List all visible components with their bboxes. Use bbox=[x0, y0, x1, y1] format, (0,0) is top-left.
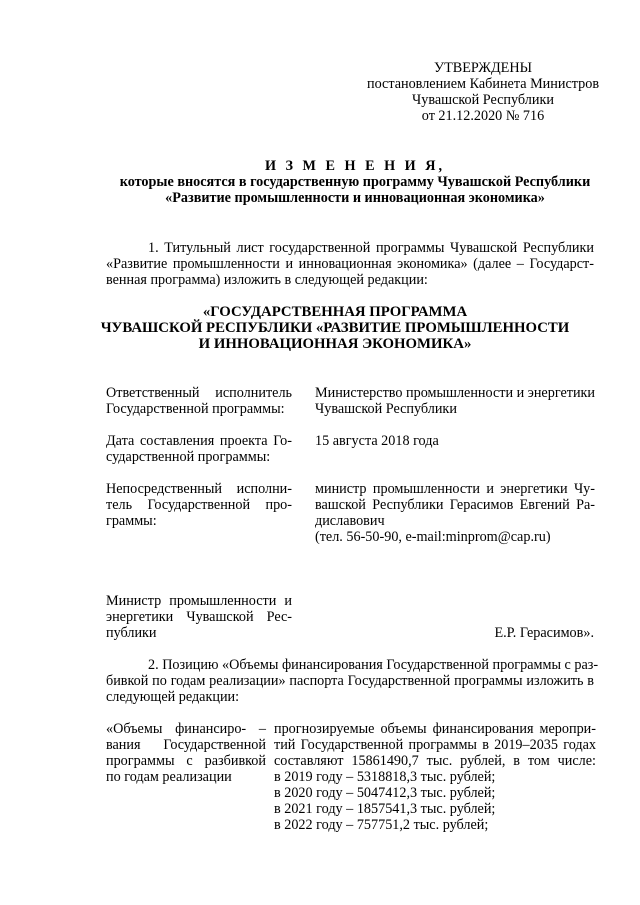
value-line: 15 августа 2018 года bbox=[315, 433, 439, 449]
responsible-executor-label bbox=[106, 385, 292, 417]
approval-decree-line: постановлением Кабинета Министров bbox=[366, 76, 600, 92]
item-2-paragraph bbox=[106, 657, 599, 705]
compilation-date-label bbox=[106, 433, 292, 465]
label-line: граммы: bbox=[106, 513, 157, 529]
signature-name bbox=[420, 625, 594, 641]
label-line: Дата составления проекта Го- bbox=[106, 433, 292, 449]
signature-line: энергетики Чувашской Рес- bbox=[106, 609, 292, 625]
responsible-executor-value bbox=[315, 385, 595, 417]
label-line: вания Государственной bbox=[106, 737, 266, 753]
approval-republic-line: Чувашской Республики bbox=[412, 92, 554, 108]
value-line: министр промышленности и энергетики Чу- bbox=[315, 481, 595, 497]
item-1-line-2: «Развитие промышленности и инновационная экономика» (далее – Государст- bbox=[106, 256, 594, 272]
document-subtitle-line-2: «Развитие промышленности и инновационная экономика» bbox=[165, 190, 545, 206]
label-line: по годам реализации bbox=[106, 769, 232, 785]
program-title-block bbox=[100, 304, 570, 352]
document-title: И З М Е Н Е Н И Я, bbox=[264, 158, 446, 174]
funding-year-2020: в 2020 году – 5047412,3 тыс. рублей; bbox=[274, 785, 496, 801]
value-line: Министерство промышленности и энергетики bbox=[315, 385, 596, 401]
value-line: вашской Республики Герасимов Евгений Ра- bbox=[315, 497, 595, 513]
item-2-line-2: бивкой по годам реализации» паспорта Государственной программы изложить в bbox=[106, 673, 594, 689]
value-line: составляют 15861490,7 тыс. рублей, в том числе: bbox=[274, 753, 596, 769]
value-line: тий Государственной программы в 2019–2035 годах bbox=[274, 737, 596, 753]
approval-heading: УТВЕРЖДЕНЫ bbox=[434, 60, 532, 76]
label-line: «Объемы финансиро- – bbox=[106, 721, 266, 737]
approval-block bbox=[358, 60, 608, 124]
document-subtitle-line-1: которые вносятся в государственную программу Чувашской Республики bbox=[119, 174, 591, 190]
funding-year-2021: в 2021 году – 1857541,3 тыс. рублей; bbox=[274, 801, 496, 817]
direct-executor-label bbox=[106, 481, 292, 529]
document-title-block bbox=[60, 158, 640, 206]
value-line: прогнозируемые объемы финансирования меропри- bbox=[274, 721, 596, 737]
label-line: программы с разбивкой bbox=[106, 753, 266, 769]
label-line: сударственной программы: bbox=[106, 449, 271, 465]
signature-position bbox=[106, 593, 292, 641]
item-1-line-3: венная программа) изложить в следующей редакции: bbox=[106, 272, 428, 288]
program-title-line-2: ЧУВАШСКОЙ РЕСПУБЛИКИ «РАЗВИТИЕ ПРОМЫШЛЕННОСТИ bbox=[100, 320, 570, 336]
value-line: диславович bbox=[315, 513, 385, 529]
funding-volume-value bbox=[274, 721, 596, 833]
signature-line: публики bbox=[106, 625, 157, 641]
label-line: Государственной программы: bbox=[106, 401, 285, 417]
value-line: Чувашской Республики bbox=[315, 401, 457, 417]
label-line: Ответственный исполнитель bbox=[106, 385, 292, 401]
item-2-line-1: 2. Позицию «Объемы финансирования Государственной программы с раз- bbox=[148, 657, 599, 673]
signatory-name: Е.Р. Герасимов». bbox=[494, 625, 594, 641]
label-line: тель Государственной про- bbox=[106, 497, 292, 513]
approval-date-line: от 21.12.2020 № 716 bbox=[421, 108, 545, 124]
item-1-paragraph bbox=[106, 240, 594, 288]
item-2-line-3: следующей редакции: bbox=[106, 689, 240, 705]
compilation-date-value bbox=[315, 433, 595, 449]
item-1-line-1: 1. Титульный лист государственной программы Чувашской Республики bbox=[148, 240, 594, 256]
program-title-line-3: И ИННОВАЦИОННАЯ ЭКОНОМИКА» bbox=[198, 336, 472, 352]
signature-line: Министр промышленности и bbox=[106, 593, 292, 609]
program-title-line-1: «ГОСУДАРСТВЕННАЯ ПРОГРАММА bbox=[202, 304, 468, 320]
funding-year-2019: в 2019 году – 5318818,3 тыс. рублей; bbox=[274, 769, 496, 785]
funding-volume-label bbox=[106, 721, 266, 785]
direct-executor-value bbox=[315, 481, 595, 545]
contact-line: (тел. 56-50-90, e-mail:minprom@cap.ru) bbox=[315, 529, 551, 545]
funding-year-2022: в 2022 году – 757751,2 тыс. рублей; bbox=[274, 817, 489, 833]
label-line: Непосредственный исполни- bbox=[106, 481, 292, 497]
